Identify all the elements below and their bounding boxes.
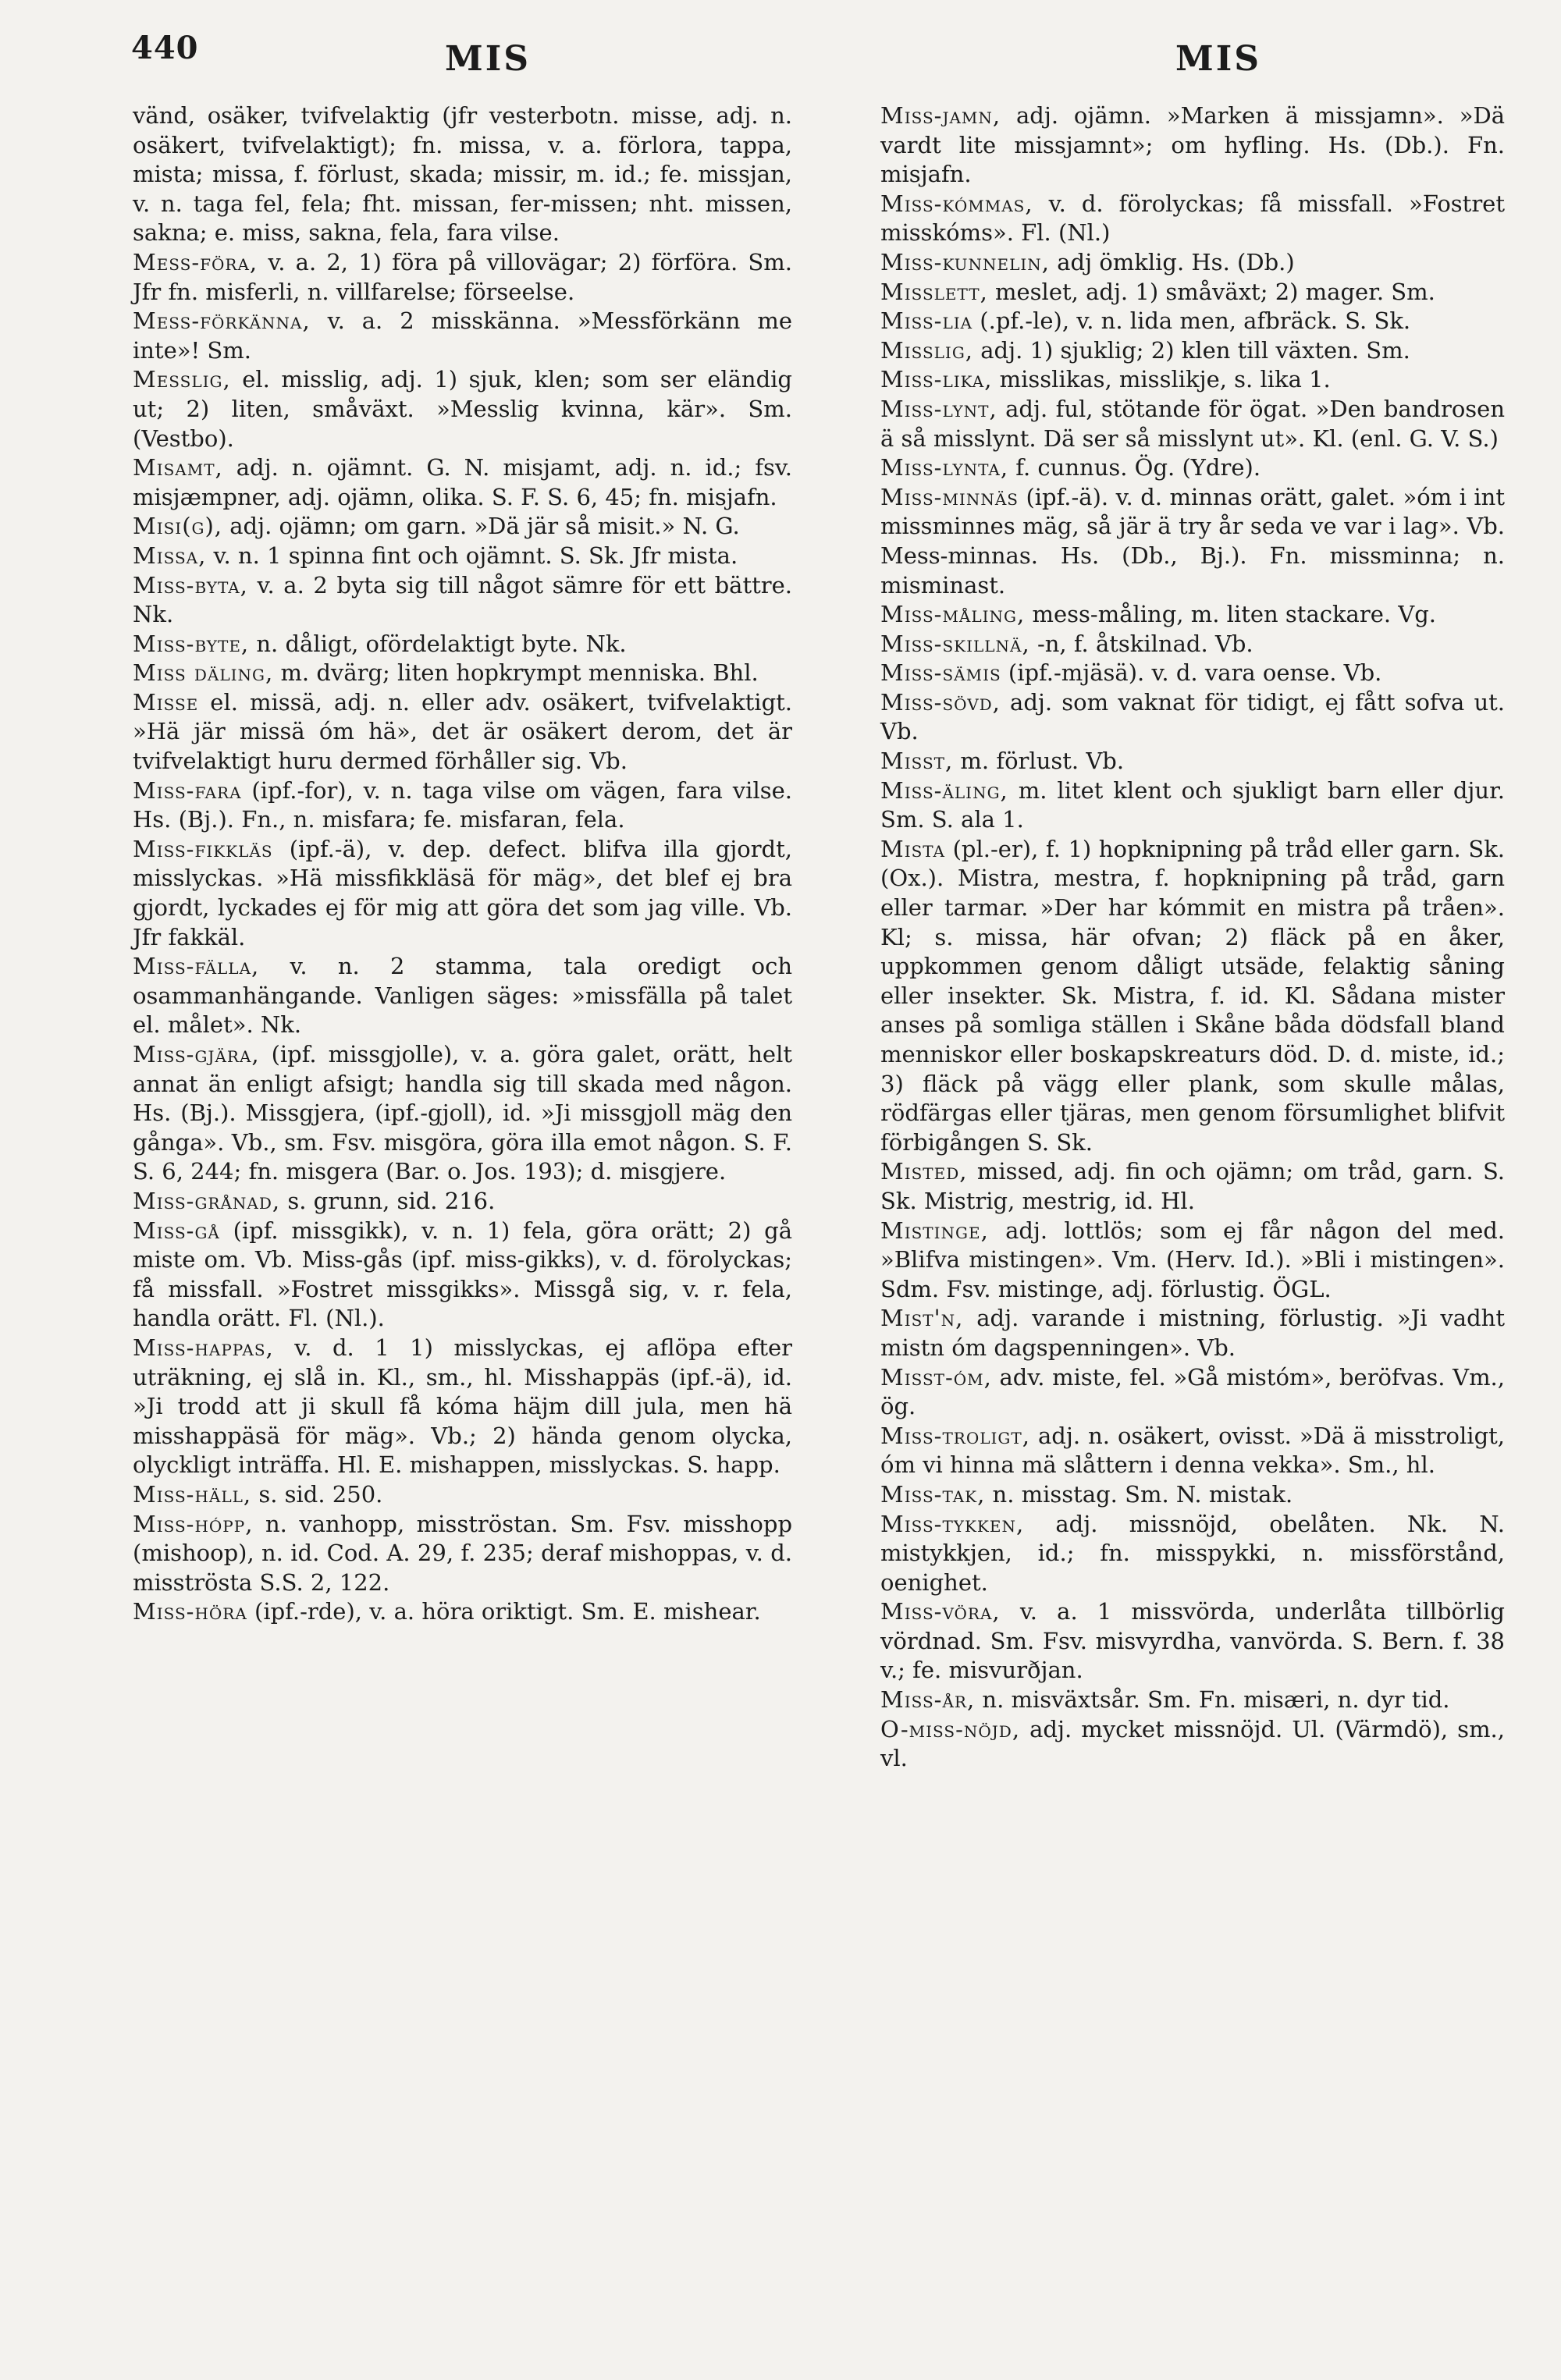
entry-definition: (ipf.-ä). v. d. minnas orätt, galet. »óm i int missminnes mäg, så jär ä try år seda ve var i lag». Vb. Mess-minnas. Hs. (Db., Bj.). Fn. missminna; n. misminast. — [880, 483, 1505, 599]
entry-headword: Miss-gjära, — [133, 1041, 260, 1067]
entry-definition: m. förlust. Vb. — [960, 748, 1125, 775]
entry-definition: adv. miste, fel. »Gå mistóm», beröfvas. Vm., ög. — [880, 1363, 1505, 1420]
dictionary-entry — [133, 1510, 792, 1598]
entry-definition: missed, adj. fin och ojämn; om tråd, garn. S. Sk. Mistrig, mestrig, id. Hl. — [880, 1158, 1505, 1214]
right-column — [880, 101, 1505, 1774]
running-head-left: MIS — [445, 39, 532, 79]
entry-definition: misslikas, misslikje, s. lika 1. — [999, 366, 1331, 393]
dictionary-entry — [880, 1597, 1505, 1686]
entry-definition: m. litet klent och sjukligt barn eller djur. Sm. S. ala 1. — [880, 776, 1505, 833]
dictionary-entry — [880, 1510, 1505, 1598]
entry-definition: (ipf. missgikk), v. n. 1) fela, göra orätt; 2) gå miste om. Vb. Miss-gås (ipf. miss-gikks), v. d. förolyckas; få missfall. »Fostret missgikks». Missgå sig, v. r. fela, handla orätt. Fl. (Nl.). — [133, 1217, 792, 1332]
entry-headword: Miss-fälla, — [133, 953, 260, 980]
dictionary-entry — [133, 1597, 792, 1627]
dictionary-entry — [133, 512, 792, 542]
entry-headword: Miss-fara — [133, 776, 242, 804]
entry-definition: v. a. 1 missvörda, underlåta tillbörlig vördnad. Sm. Fsv. misvyrdha, vanvörda. S. Bern. f. 38 v.; fe. misvurðjan. — [880, 1598, 1505, 1684]
dictionary-entry — [133, 659, 792, 688]
entry-definition: -n, f. åtskilnad. Vb. — [1037, 630, 1253, 657]
entry-headword: Misse — [133, 688, 199, 716]
entry-definition: (ipf.-rde), v. a. höra oriktigt. Sm. E. mishear. — [254, 1598, 761, 1625]
dictionary-entry — [880, 307, 1505, 336]
entry-headword: Miss-minnäs — [880, 483, 1019, 510]
entry-headword: Misted, — [880, 1158, 968, 1185]
dictionary-entry — [880, 776, 1505, 835]
entry-headword: Missa, — [133, 542, 207, 569]
dictionary-entry — [880, 1480, 1505, 1510]
entry-headword: Miss-gå — [133, 1217, 220, 1244]
dictionary-entry — [880, 630, 1505, 659]
entry-definition: (.pf.-le), v. n. lida men, afbräck. S. Sk. — [980, 307, 1411, 335]
left-column — [133, 101, 792, 1627]
dictionary-entry — [880, 453, 1505, 483]
entry-headword: Miss-kunnelin, — [880, 248, 1051, 275]
entry-definition: n. dåligt, ofördelaktigt byte. Nk. — [256, 630, 627, 657]
entry-definition: (ipf.-for), v. n. taga vilse om vägen, fara vilse. Hs. (Bj.). Fn., n. misfara; fe. misfaran, fela. — [133, 776, 792, 833]
dictionary-entry — [880, 278, 1505, 307]
dictionary-entry — [133, 571, 792, 630]
entry-definition: meslet, adj. 1) småväxt; 2) mager. Sm. — [995, 278, 1435, 305]
dictionary-entry — [133, 1480, 792, 1510]
entry-headword: O-miss-nöjd, — [880, 1715, 1021, 1742]
entry-definition: f. cunnus. Ög. (Ydre). — [1015, 454, 1261, 481]
entry-definition: adj. varande i mistning, förlustig. »Ji vadht mistn óm dagspenningen». Vb. — [880, 1305, 1505, 1361]
entry-headword: Miss-tak, — [880, 1480, 986, 1508]
dictionary-entry — [133, 630, 792, 659]
dictionary-entry — [880, 835, 1505, 1158]
entry-headword: Miss-år, — [880, 1686, 976, 1714]
entry-definition: adj. som vaknat för tidigt, ej fått sofva ut. Vb. — [880, 688, 1506, 745]
entry-headword: Miss-lia — [880, 307, 973, 335]
entry-headword: Miss-tykken, — [880, 1510, 1025, 1537]
entry-definition: n. misstag. Sm. N. mistak. — [992, 1480, 1293, 1508]
dictionary-entry — [133, 1187, 792, 1217]
entry-headword: Miss däling, — [133, 659, 274, 687]
entry-definition: s. grunn, sid. 216. — [287, 1187, 496, 1214]
dictionary-entry — [133, 365, 792, 453]
entry-headword: Messlig, — [133, 366, 231, 393]
entry-definition: v. n. 2 stamma, tala oredigt och osammanhängande. Vanligen säges: »missfälla på talet el. målet». Nk. — [133, 953, 793, 1039]
entry-headword: Mess-föra, — [133, 248, 258, 275]
dictionary-entry — [133, 688, 792, 776]
page-number: 440 — [131, 30, 199, 66]
entry-definition: (ipf.-mjäsä). v. d. vara oense. Vb. — [1008, 659, 1382, 687]
dictionary-entry — [133, 453, 792, 512]
entry-definition: n. misväxtsår. Sm. Fn. misæri, n. dyr tid. — [982, 1686, 1450, 1714]
dictionary-entry — [133, 1040, 792, 1187]
dictionary-entry — [880, 1715, 1505, 1774]
entry-headword: Miss-höra — [133, 1598, 247, 1625]
entry-definition: el. misslig, adj. 1) sjuk, klen; som ser eländig ut; 2) liten, småväxt. »Messlig kvinna, kär». Sm. (Vestbo). — [133, 366, 792, 452]
dictionary-entry — [880, 365, 1505, 395]
entry-headword: Misslett, — [880, 278, 988, 305]
entry-definition: v. a. 2 misskänna. »Messförkänn me inte»! Sm. — [133, 307, 792, 364]
entry-headword: Miss-skillnä, — [880, 630, 1030, 657]
dictionary-entry — [133, 1334, 792, 1480]
entry-headword: Miss-grånad, — [133, 1187, 281, 1214]
entry-headword: Miss-fikkläs — [133, 835, 273, 862]
dictionary-entry — [880, 1422, 1505, 1480]
entry-headword: Mist'n, — [880, 1305, 964, 1332]
entry-headword: Misamt, — [133, 454, 223, 481]
entry-definition: adj. n. ojämnt. G. N. misjamt, adj. n. id.; fsv. misjæmpner, adj. ojämn, olika. S. F. S. 6, 45; fn. misjafn. — [133, 454, 792, 510]
dictionary-entry — [880, 659, 1505, 688]
entry-headword: Miss-hópp, — [133, 1510, 254, 1537]
entry-definition: adj. missnöjd, obelåten. Nk. N. mistykkjen, id.; fn. misspykki, n. missförstånd, oenighet. — [880, 1510, 1505, 1596]
entry-definition: (pl.-er), f. 1) hopknipning på tråd eller garn. Sk. (Ox.). Mistra, mestra, f. hopknipning på tråd, garn eller tarmar. »Der har kómmit en mistra på tråen». Kl; s. missa, här ofvan; 2) fläck på en åker, uppkommen genom dåligt utsäde, felaktig såning eller insekter. Sk. Mistra, f. id. Kl. Sådana mister anses på somliga ställen i Skåne båda dödsfall bland menniskor eller boskapskreaturs död. D. d. miste, id.; 3) fläck på vägg eller plank, som skulle målas, rödfärgas eller tjäras, men genom försumlighet blifvit förbigången S. Sk. — [880, 835, 1506, 1156]
dictionary-entry — [880, 1304, 1505, 1362]
entry-headword: Miss-måling, — [880, 601, 1026, 628]
entry-definition: v. d. förolyckas; få missfall. »Fostret misskóms». Fl. (Nl.) — [880, 190, 1505, 247]
running-head-right: MIS — [1175, 39, 1262, 79]
entry-headword: Misst-óm, — [880, 1363, 992, 1391]
dictionary-entry — [880, 190, 1505, 248]
entry-definition: s. sid. 250. — [258, 1480, 383, 1508]
entry-headword: Miss-byta, — [133, 571, 248, 599]
entry-headword: Misi(g), — [133, 513, 223, 540]
entry-definition: v. n. 1 spinna fint och ojämnt. S. Sk. Jfr mista. — [213, 542, 738, 569]
dictionary-entry — [880, 336, 1505, 366]
entry-headword: Miss-sämis — [880, 659, 1001, 687]
dictionary-entry — [880, 248, 1505, 278]
entry-headword: Miss-troligt, — [880, 1422, 1030, 1449]
entry-definition: n. vanhopp, misströstan. Sm. Fsv. misshopp (mishoop), n. id. Cod. A. 29, f. 235; deraf mishoppas, v. d. misströsta S.S. 2, 122. — [133, 1510, 793, 1596]
entry-definition: el. missä, adj. n. eller adv. osäkert, tvifvelaktigt. »Hä jär missä óm hä», det är osäkert derom, det är tvifvelaktigt huru dermed förhåller sig. Vb. — [133, 688, 793, 775]
dictionary-entry — [880, 688, 1505, 747]
entry-definition: adj. n. osäkert, ovisst. »Dä ä misstroligt, óm vi hinna mä slåttern i denna vekka». Sm., hl. — [880, 1422, 1506, 1479]
dictionary-entry — [880, 1157, 1505, 1216]
entry-headword: Miss-jamn, — [880, 102, 1001, 129]
dictionary-entry — [133, 835, 792, 952]
entry-headword: Mess-förkänna, — [133, 307, 311, 335]
entry-headword: Miss-lynt, — [880, 395, 997, 422]
entry-headword: Miss-äling, — [880, 776, 1008, 804]
entry-definition: adj ömklig. Hs. (Db.) — [1057, 248, 1295, 275]
dictionary-entry — [133, 101, 792, 248]
dictionary-entry — [133, 248, 792, 307]
entry-definition: m. dvärg; liten hopkrympt menniska. Bhl. — [280, 659, 759, 687]
entry-definition: adj. lottlös; som ej får någon del med. »Blifva mistingen». Vm. (Herv. Id.). »Bli i mistingen». Sdm. Fsv. mistinge, adj. förlustig. ÖGL. — [880, 1217, 1506, 1302]
entry-headword: Mista — [880, 835, 945, 862]
dictionary-entry — [133, 952, 792, 1040]
entry-headword: Misst, — [880, 748, 954, 775]
entry-headword: Miss-sövd, — [880, 688, 1001, 716]
entry-definition: vänd, osäker, tvifvelaktig (jfr vesterbotn. misse, adj. n. osäkert, tvifvelaktigt); fn. missa, v. a. förlora, tappa, mista; missa, f. förlust, skada; missir, m. id.; fe. missjan, v. n. taga fel, fela; fht. missan, fer-missen; nht. missen, sakna; e. miss, sakna, fela, fara vilse. — [133, 102, 792, 247]
entry-headword: Miss-vöra, — [880, 1598, 1001, 1625]
entry-headword: Miss-lynta, — [880, 454, 1009, 481]
dictionary-entry — [133, 776, 792, 835]
entry-headword: Miss-byte, — [133, 630, 250, 657]
entry-definition: v. d. 1 1) misslyckas, ej aflöpa efter uträkning, ej slå in. Kl., sm., hl. Misshappäs (ipf.-ä), id. »Ji trodd att ji skull få kóma häjm dill jula, men hä misshappäsä för mäg». Vb.; 2) hända genom olycka, olyckligt inträffa. Hl. E. mishappen, misslyckas. S. happ. — [133, 1334, 792, 1479]
entry-headword: Miss-kómmas, — [880, 190, 1033, 217]
entry-definition: mess-måling, m. liten stackare. Vg. — [1032, 601, 1437, 628]
dictionary-entry — [880, 101, 1505, 190]
entry-definition: adj. 1) sjuklig; 2) klen till växten. Sm. — [980, 336, 1410, 364]
dictionary-entry — [133, 307, 792, 365]
entry-definition: v. a. 2, 1) föra på villovägar; 2) förföra. Sm. Jfr fn. misferli, n. villfarelse; förseelse. — [133, 248, 793, 305]
entry-definition: adj. ojämn. »Marken ä missjamn». »Dä vardt lite missjamnt»; om hyfling. Hs. (Db.). Fn. misjafn. — [880, 102, 1505, 188]
dictionary-entry — [880, 747, 1505, 776]
entry-definition: adj. ful, stötande för ögat. »Den bandrosen ä så misslynt. Dä ser så misslynt ut». Kl. (enl. G. V. S.) — [880, 395, 1506, 452]
dictionary-entry — [880, 1363, 1505, 1422]
dictionary-entry — [133, 542, 792, 571]
dictionary-entry — [880, 1217, 1505, 1305]
dictionary-entry — [880, 600, 1505, 630]
entry-definition: (ipf.-ä), v. dep. defect. blifva illa gjordt, misslyckas. »Hä missfikkläsä för mäg», det blef ej bra gjordt, lyckades ej för mig att göra det som jag ville. Vb. Jfr fakkäl. — [133, 835, 792, 950]
entry-headword: Miss-lika, — [880, 366, 993, 393]
entry-definition: (ipf. missgjolle), v. a. göra galet, orätt, helt annat än enligt afsigt; handla sig till skada med någon. Hs. (Bj.). Missgjera, (ipf.-gjoll), id. »Ji missgjoll mäg den gånga». Vb., sm. Fsv. misgöra, göra illa emot någon. S. F. S. 6, 244; fn. misgera (Bar. o. Jos. 193); d. misgjere. — [133, 1041, 792, 1185]
dictionary-entry — [133, 1217, 792, 1334]
entry-definition: v. a. 2 byta sig till något sämre för ett bättre. Nk. — [133, 571, 792, 628]
entry-headword: Miss-happas, — [133, 1334, 274, 1361]
dictionary-entry — [880, 1686, 1505, 1715]
dictionary-entry — [880, 483, 1505, 600]
entry-headword: Miss-häll, — [133, 1480, 252, 1508]
entry-definition: adj. ojämn; om garn. »Dä jär så misit.» N. G. — [229, 513, 740, 540]
entry-headword: Mistinge, — [880, 1217, 989, 1244]
entry-definition: adj. mycket missnöjd. Ul. (Värmdö), sm., vl. — [880, 1715, 1505, 1772]
entry-headword: Misslig, — [880, 336, 974, 364]
dictionary-entry — [880, 395, 1505, 453]
